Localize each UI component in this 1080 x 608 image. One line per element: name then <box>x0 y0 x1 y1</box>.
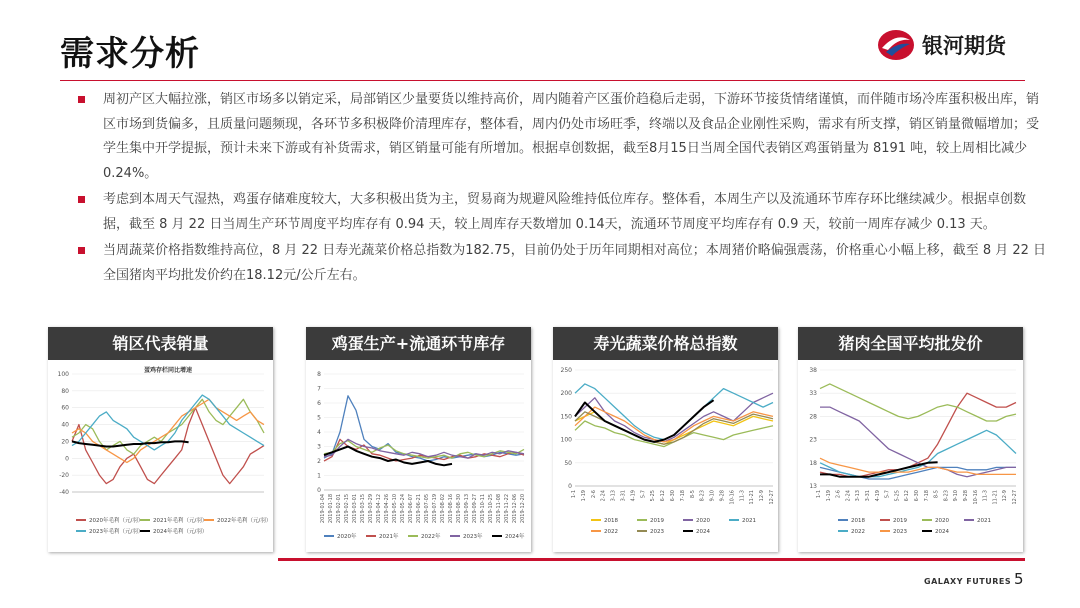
x-tick-label: 5-7 <box>640 490 647 499</box>
x-tick-label: 11-3 <box>739 490 746 502</box>
chart-panel-title: 猪肉全国平均批发价 <box>798 327 1023 360</box>
y-tick-label: 0 <box>568 483 572 490</box>
y-tick-label: 13 <box>809 483 817 490</box>
chart-panel-pork <box>798 327 1023 552</box>
chart-title: 蛋鸡存栏同比增速 <box>143 367 193 374</box>
y-tick-label: 33 <box>809 390 817 398</box>
y-tick-label: 100 <box>560 436 572 444</box>
x-tick-label: 2-6 <box>590 490 597 499</box>
legend-label: 2022 <box>604 529 618 535</box>
x-tick-label: 2019-03-01 <box>352 494 358 524</box>
x-tick-label: 2019-11-08 <box>496 494 502 524</box>
x-tick-label: 1-1 <box>571 490 577 499</box>
y-tick-label: 4 <box>317 429 321 436</box>
y-tick-label: 1 <box>317 472 321 480</box>
x-tick-label: 12-27 <box>1012 490 1018 505</box>
legend-label: 2020年 <box>337 534 357 540</box>
x-tick-label: 2019-10-11 <box>480 494 486 524</box>
x-tick-label: 8-5 <box>933 490 940 499</box>
y-tick-label: 80 <box>61 387 69 395</box>
legend-label: 2022年 <box>421 534 441 540</box>
chart-panel-sales <box>48 327 273 552</box>
y-tick-label: 60 <box>61 404 69 412</box>
legend-label: 2024 <box>935 529 949 535</box>
y-tick-label: 23 <box>809 436 817 444</box>
x-tick-label: 10-16 <box>729 490 736 505</box>
legend-label: 2020年毛利（元/羽） <box>89 518 144 524</box>
bullet-marker <box>78 247 85 254</box>
bullet-text: 考虑到本周天气湿热，鸡蛋存储难度较大，大多积极出货为主，贸易商为规避风险维持低位库存。整体看，本周生产以及流通环节库存环比继续减少。根据卓创数据，截至 8 月 22 日当周生产环节周度平均库存有 0.94 天，较上周库存天数增加 0.14天，流通环节周度平均库存有 0.9 天，较前一周库存减少 0.13 天。 <box>103 192 1027 232</box>
x-tick-label: 2019-11-22 <box>504 494 510 524</box>
x-tick-label: 9-10 <box>709 490 716 502</box>
x-tick-label: 8-23 <box>943 490 950 502</box>
y-tick-label: -40 <box>59 489 69 496</box>
legend-label: 2023 <box>893 529 907 535</box>
legend-label: 2022年毛利（元/羽） <box>217 518 272 524</box>
x-tick-label: 2019-05-10 <box>392 494 398 524</box>
y-tick-label: -20 <box>59 472 69 480</box>
y-tick-label: 28 <box>809 413 817 421</box>
x-tick-label: 2019-12-06 <box>512 494 518 524</box>
y-tick-label: 250 <box>560 367 572 374</box>
bullet-marker <box>78 196 85 203</box>
x-tick-label: 2-24 <box>600 490 607 502</box>
y-tick-label: 8 <box>317 371 321 378</box>
x-tick-label: 11-3 <box>982 490 989 502</box>
footer-bar <box>278 558 1025 561</box>
x-tick-label: 2019-09-13 <box>464 494 470 524</box>
chart-inventory <box>306 360 531 552</box>
x-tick-label: 2019-07-05 <box>424 494 430 524</box>
x-tick-label: 2-24 <box>845 490 852 502</box>
x-tick-label: 4-19 <box>874 490 881 502</box>
chart-vegetable-index <box>553 360 778 552</box>
y-tick-label: 38 <box>809 367 817 374</box>
y-tick-label: 0 <box>317 487 321 494</box>
x-tick-label: 2019-08-02 <box>440 494 446 524</box>
x-tick-label: 3-13 <box>855 490 862 502</box>
y-tick-label: 6 <box>317 400 321 407</box>
chart-pork-price <box>798 360 1023 552</box>
chart-panel-title: 鸡蛋生产+流通环节库存 <box>306 327 531 360</box>
x-tick-label: 2019-04-12 <box>376 494 382 524</box>
x-tick-label: 8-23 <box>699 490 706 502</box>
legend-label: 2020 <box>696 518 710 524</box>
x-tick-label: 2019-12-20 <box>520 494 526 524</box>
x-tick-label: 2019-10-25 <box>488 494 494 524</box>
x-tick-label: 5-7 <box>884 490 891 499</box>
x-tick-label: 2019-02-15 <box>344 494 350 524</box>
legend-label: 2022 <box>851 529 865 535</box>
y-tick-label: 20 <box>61 438 69 446</box>
bullet-item <box>78 239 1050 288</box>
x-tick-label: 12-27 <box>769 490 775 505</box>
y-tick-label: 100 <box>57 371 69 378</box>
legend-label: 2018 <box>604 518 618 524</box>
y-tick-label: 0 <box>65 455 69 463</box>
logo-text: 银河期货 <box>922 34 1006 58</box>
legend-label: 2024年毛利（元/羽） <box>153 529 208 535</box>
x-tick-label: 12-9 <box>759 490 766 502</box>
x-tick-label: 2019-05-24 <box>400 494 406 524</box>
chart-panel-title: 寿光蔬菜价格总指数 <box>553 327 778 360</box>
chart-panel-title: 销区代表销量 <box>48 327 273 360</box>
legend-label: 2021年毛利（元/羽） <box>153 518 208 524</box>
x-tick-label: 5-25 <box>650 490 657 502</box>
x-tick-label: 1-19 <box>580 490 587 502</box>
bullet-text: 当周蔬菜价格指数维持高位，8 月 22 日寿光蔬菜价格总指数为182.75，目前仍处于历年同期相对高位；本周猪价略偏强震荡，价格重心小幅上移，截至 8 月 22 日全国猪肉平均批发价约在18.12元/公斤左右。 <box>103 243 1047 283</box>
legend-label: 2023 <box>650 529 664 535</box>
x-tick-label: 2019-08-30 <box>456 494 462 524</box>
legend-label: 2018 <box>851 518 865 524</box>
x-tick-label: 2019-02-01 <box>336 494 342 524</box>
x-tick-label: 9-28 <box>719 490 726 502</box>
x-tick-label: 4-19 <box>630 490 637 502</box>
x-tick-label: 5-25 <box>894 490 901 502</box>
x-tick-label: 9-28 <box>963 490 969 502</box>
x-tick-label: 2019-09-27 <box>472 494 478 524</box>
x-tick-label: 3-31 <box>865 490 871 502</box>
legend-label: 2021 <box>977 518 991 524</box>
footer-brand: GALAXY FUTURES <box>924 577 1012 586</box>
y-tick-label: 7 <box>317 385 321 393</box>
legend-label: 2023年 <box>463 534 483 540</box>
bullet-marker <box>78 96 85 103</box>
x-tick-label: 6-12 <box>660 490 667 502</box>
bullet-item <box>78 88 1050 186</box>
x-tick-label: 2-6 <box>835 490 842 499</box>
x-tick-label: 11-21 <box>992 490 999 505</box>
y-tick-label: 50 <box>564 459 572 467</box>
x-tick-label: 9-10 <box>953 490 960 502</box>
x-tick-label: 1-1 <box>816 490 822 499</box>
y-tick-label: 200 <box>560 390 572 398</box>
legend-label: 2024年 <box>505 534 525 540</box>
x-tick-label: 6-30 <box>914 490 920 502</box>
y-tick-label: 2 <box>317 458 321 465</box>
y-tick-label: 5 <box>317 414 321 422</box>
galaxy-logo <box>876 28 1006 62</box>
x-tick-label: 7-18 <box>679 490 686 502</box>
page-number: 5 <box>1014 570 1024 588</box>
y-tick-label: 40 <box>61 421 69 429</box>
legend-label: 2019 <box>893 518 907 524</box>
galaxy-logo-icon <box>876 28 916 62</box>
series-line <box>820 407 1016 477</box>
legend-label: 2023年毛利（元/羽） <box>89 529 144 535</box>
chart-panel-vegetable <box>553 327 778 552</box>
x-tick-label: 2019-03-15 <box>360 494 366 524</box>
x-tick-label: 8-5 <box>689 490 696 499</box>
x-tick-label: 12-9 <box>1002 490 1009 502</box>
bullet-text: 周初产区大幅拉涨，销区市场多以销定采，局部销区少量要货以维持高价，周内随着产区蛋价趋稳后走弱，下游环节接货情绪谨慎，而伴随市场冷库蛋积极出库，销区市场到货偏多，且质量问题频现，各环节多积极降价清理库存，整体看，周内仍处市场旺季，终端以及食品企业刚性采购，需求有所支撑，销区销量微幅增加；受学生集中开学提振，预计未来下游或有补货需求，销区销量可能有所增加。根据卓创数据，截至8月15日当周全国代表销区鸡蛋销量为 8191 吨，较上周相比减少0.24%。 <box>103 92 1040 181</box>
legend-label: 2020 <box>935 518 949 524</box>
legend-label: 2019 <box>650 518 664 524</box>
bullet-item <box>78 188 1050 237</box>
y-tick-label: 3 <box>317 443 321 451</box>
y-tick-label: 18 <box>809 459 817 467</box>
x-tick-label: 2019-03-29 <box>368 494 374 524</box>
x-tick-label: 2019-01-04 <box>320 494 326 524</box>
legend-label: 2024 <box>696 529 710 535</box>
x-tick-label: 6-12 <box>904 490 911 502</box>
x-tick-label: 2019-06-07 <box>408 494 414 524</box>
x-tick-label: 11-21 <box>749 490 756 505</box>
x-tick-label: 2019-08-16 <box>448 494 454 524</box>
chart-sales <box>48 360 273 552</box>
x-tick-label: 10-16 <box>972 490 979 505</box>
x-tick-label: 2019-07-19 <box>432 494 438 524</box>
x-tick-label: 2019-04-26 <box>384 494 390 524</box>
x-tick-label: 6-30 <box>670 490 676 502</box>
bullet-list <box>78 88 1050 290</box>
legend-label: 2021年 <box>379 534 399 540</box>
x-tick-label: 1-19 <box>825 490 832 502</box>
x-tick-label: 2019-01-18 <box>328 494 334 524</box>
title-divider <box>60 80 1025 81</box>
legend-label: 2021 <box>742 518 756 524</box>
x-tick-label: 2019-06-21 <box>416 494 422 524</box>
y-tick-label: 150 <box>560 413 572 421</box>
series-line <box>324 396 524 461</box>
series-line <box>72 441 189 446</box>
x-tick-label: 7-18 <box>923 490 930 502</box>
page-title: 需求分析 <box>60 34 200 74</box>
x-tick-label: 3-31 <box>620 490 627 502</box>
chart-panel-inventory <box>306 327 531 552</box>
x-tick-label: 3-13 <box>610 490 617 502</box>
